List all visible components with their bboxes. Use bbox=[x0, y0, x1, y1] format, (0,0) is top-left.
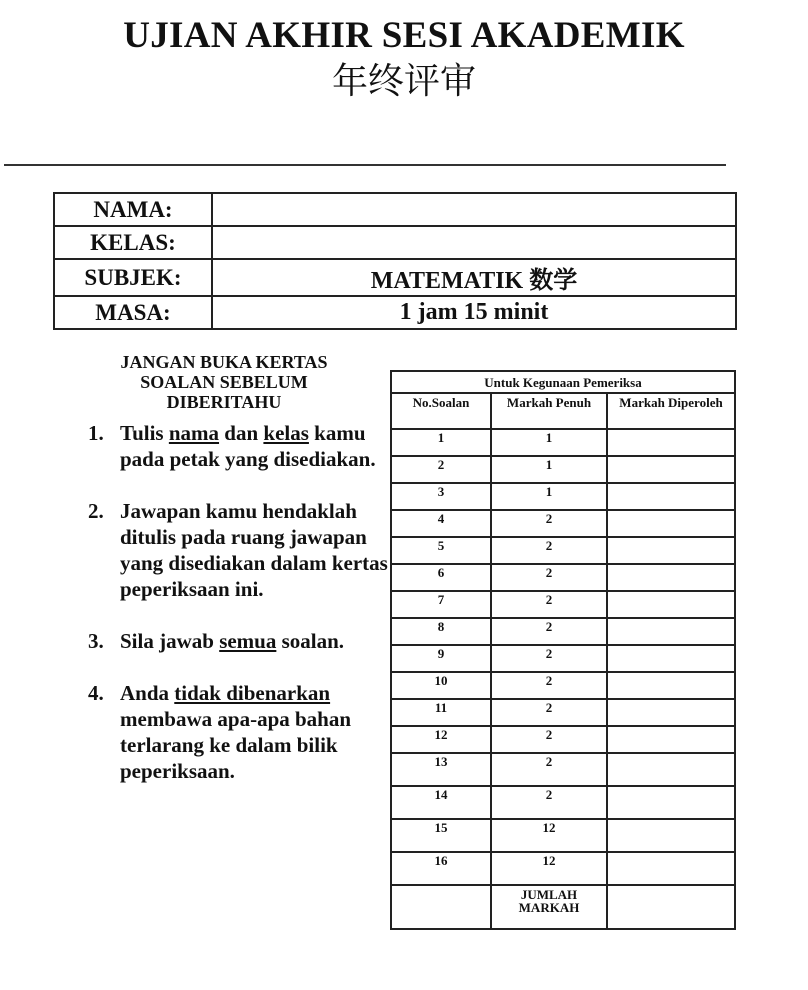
marks-obtained-field[interactable] bbox=[607, 753, 735, 786]
info-row-name bbox=[54, 193, 736, 226]
text-part: dan bbox=[219, 421, 264, 445]
question-number: 3 bbox=[391, 483, 491, 510]
table-row bbox=[391, 819, 735, 852]
text-part: kamu pada petak yang disediakan. bbox=[120, 421, 376, 471]
full-marks: 2 bbox=[491, 645, 607, 672]
name-label: NAMA: bbox=[54, 193, 212, 226]
instruction-list bbox=[88, 420, 388, 784]
marks-obtained-field[interactable] bbox=[607, 726, 735, 753]
subject-value: MATEMATIK 数学 bbox=[212, 259, 736, 296]
marks-obtained-field[interactable] bbox=[607, 429, 735, 456]
instruction-number: 1. bbox=[88, 421, 104, 445]
total-row bbox=[391, 885, 735, 929]
table-row bbox=[391, 699, 735, 726]
full-marks: 12 bbox=[491, 819, 607, 852]
question-number: 11 bbox=[391, 699, 491, 726]
full-marks: 2 bbox=[491, 618, 607, 645]
instruction-text bbox=[120, 629, 344, 653]
time-label: MASA: bbox=[54, 296, 212, 329]
do-not-open-notice bbox=[86, 352, 362, 412]
full-marks: 2 bbox=[491, 537, 607, 564]
marks-obtained-field[interactable] bbox=[607, 483, 735, 510]
notice-line: SOALAN SEBELUM bbox=[140, 372, 308, 392]
underlined-word: semua bbox=[219, 629, 277, 653]
notice-line: DIBERITAHU bbox=[166, 392, 282, 412]
table-row bbox=[391, 852, 735, 885]
header-question-no: No.Soalan bbox=[391, 393, 491, 429]
examiner-marks-table bbox=[390, 370, 736, 930]
table-row bbox=[391, 510, 735, 537]
total-marks-field[interactable] bbox=[607, 885, 735, 929]
total-blank-cell bbox=[391, 885, 491, 929]
student-info-table bbox=[53, 192, 737, 330]
instruction-item bbox=[88, 628, 388, 654]
instruction-number: 4. bbox=[88, 681, 104, 705]
full-marks: 2 bbox=[491, 564, 607, 591]
info-row-time bbox=[54, 296, 736, 329]
question-number: 2 bbox=[391, 456, 491, 483]
question-number: 13 bbox=[391, 753, 491, 786]
instruction-text bbox=[120, 421, 376, 471]
class-field[interactable] bbox=[212, 226, 736, 259]
table-row bbox=[391, 645, 735, 672]
full-marks: 1 bbox=[491, 429, 607, 456]
total-label: JUMLAH MARKAH bbox=[491, 885, 607, 929]
instruction-number: 2. bbox=[88, 499, 104, 523]
question-number: 10 bbox=[391, 672, 491, 699]
marks-obtained-field[interactable] bbox=[607, 537, 735, 564]
full-marks: 2 bbox=[491, 591, 607, 618]
info-row-class bbox=[54, 226, 736, 259]
full-marks: 12 bbox=[491, 852, 607, 885]
question-number: 15 bbox=[391, 819, 491, 852]
name-field[interactable] bbox=[212, 193, 736, 226]
full-marks: 2 bbox=[491, 726, 607, 753]
exam-subtitle: 年终评审 bbox=[331, 61, 476, 102]
class-label: KELAS: bbox=[54, 226, 212, 259]
exam-title: UJIAN AKHIR SESI AKADEMIK bbox=[123, 15, 685, 56]
subject-label: SUBJEK: bbox=[54, 259, 212, 296]
table-row bbox=[391, 429, 735, 456]
marks-table-body bbox=[391, 429, 735, 885]
instruction-text bbox=[120, 681, 351, 783]
table-row bbox=[391, 591, 735, 618]
header-full-marks: Markah Penuh bbox=[491, 393, 607, 429]
question-number: 8 bbox=[391, 618, 491, 645]
underlined-word: nama bbox=[168, 421, 220, 445]
instruction-number: 3. bbox=[88, 629, 104, 653]
question-number: 6 bbox=[391, 564, 491, 591]
question-number: 5 bbox=[391, 537, 491, 564]
full-marks: 2 bbox=[491, 786, 607, 819]
table-row bbox=[391, 564, 735, 591]
question-number: 1 bbox=[391, 429, 491, 456]
marks-obtained-field[interactable] bbox=[607, 564, 735, 591]
text-part: Tulis bbox=[120, 421, 169, 445]
table-row bbox=[391, 786, 735, 819]
underlined-word: tidak dibenarkan bbox=[174, 681, 331, 705]
question-number: 14 bbox=[391, 786, 491, 819]
marks-obtained-field[interactable] bbox=[607, 510, 735, 537]
table-row bbox=[391, 537, 735, 564]
marks-obtained-field[interactable] bbox=[607, 645, 735, 672]
marks-obtained-field[interactable] bbox=[607, 786, 735, 819]
text-part: soalan. bbox=[276, 629, 345, 653]
time-value: 1 jam 15 minit bbox=[212, 296, 736, 329]
underlined-word: kelas bbox=[263, 421, 309, 445]
table-row bbox=[391, 483, 735, 510]
header-marks-obtained: Markah Diperoleh bbox=[607, 393, 735, 429]
instruction-item bbox=[88, 680, 388, 784]
instruction-text: Jawapan kamu hendaklah ditulis pada ruang jawapan yang disediakan dalam kertas peperiksaan ini. bbox=[120, 499, 388, 601]
text-part: membawa apa-apa bahan terlarang ke dalam bilik peperiksaan. bbox=[120, 707, 352, 783]
instruction-item bbox=[88, 498, 388, 602]
question-number: 7 bbox=[391, 591, 491, 618]
table-row bbox=[391, 726, 735, 753]
full-marks: 2 bbox=[491, 672, 607, 699]
question-number: 12 bbox=[391, 726, 491, 753]
full-marks: 2 bbox=[491, 699, 607, 726]
question-number: 9 bbox=[391, 645, 491, 672]
marks-obtained-field[interactable] bbox=[607, 699, 735, 726]
table-row bbox=[391, 456, 735, 483]
info-row-subject bbox=[54, 259, 736, 296]
full-marks: 2 bbox=[491, 753, 607, 786]
full-marks: 1 bbox=[491, 456, 607, 483]
question-number: 16 bbox=[391, 852, 491, 885]
table-row bbox=[391, 672, 735, 699]
divider-line bbox=[4, 164, 726, 166]
full-marks: 2 bbox=[491, 510, 607, 537]
marks-obtained-field[interactable] bbox=[607, 591, 735, 618]
text-part: Anda bbox=[120, 681, 175, 705]
text-part: Sila jawab bbox=[120, 629, 220, 653]
marks-obtained-field[interactable] bbox=[607, 819, 735, 852]
marks-table-caption: Untuk Kegunaan Pemeriksa bbox=[391, 371, 735, 393]
notice-line: JANGAN BUKA KERTAS bbox=[120, 352, 328, 372]
marks-obtained-field[interactable] bbox=[607, 672, 735, 699]
table-row bbox=[391, 618, 735, 645]
marks-obtained-field[interactable] bbox=[607, 456, 735, 483]
instruction-item bbox=[88, 420, 388, 472]
marks-obtained-field[interactable] bbox=[607, 852, 735, 885]
table-row bbox=[391, 753, 735, 786]
marks-obtained-field[interactable] bbox=[607, 618, 735, 645]
question-number: 4 bbox=[391, 510, 491, 537]
full-marks: 1 bbox=[491, 483, 607, 510]
